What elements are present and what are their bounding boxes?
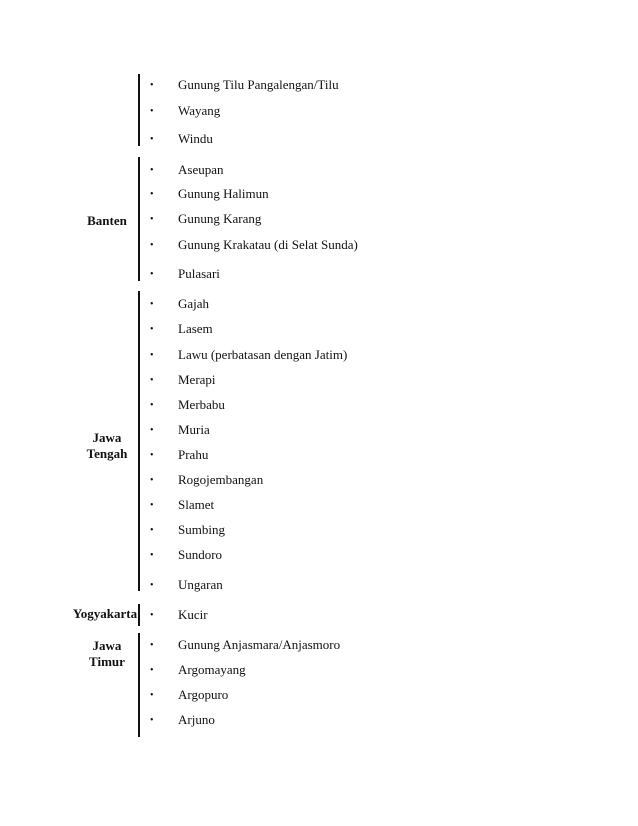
list-item-rogojembangan: • Rogojembangan (150, 472, 264, 487)
list-item-lawu: • Lawu (perbatasan dengan Jatim) (150, 347, 348, 362)
list-item-slamet: • Slamet (150, 497, 215, 512)
bullet-icon: • (150, 665, 154, 676)
bullet-icon: • (150, 400, 154, 411)
list-item-sumbing: • Sumbing (150, 522, 225, 537)
list-item-karang: • Gunung Karang (150, 211, 262, 226)
list-item-aseupan: • Aseupan (150, 162, 224, 177)
bullet-icon: • (150, 450, 154, 461)
bullet-icon: • (150, 550, 154, 561)
bullet-icon: • (150, 240, 154, 251)
bullet-icon: • (150, 580, 154, 591)
list-item-krakatau: • Gunung Krakatau (di Selat Sunda) (150, 237, 358, 252)
bullet-icon: • (150, 475, 154, 486)
bullet-icon: • (150, 299, 154, 310)
bullet-icon: • (150, 269, 154, 280)
separator-line-jabar (138, 74, 140, 146)
bullet-icon: • (150, 134, 154, 145)
list-item-lasem: • Lasem (150, 321, 213, 336)
bullet-icon: • (150, 425, 154, 436)
list-item-anjasmara: • Gunung Anjasmara/Anjasmoro (150, 637, 341, 652)
bullet-icon: • (150, 610, 154, 621)
region-label-yogyakarta: Yogyakarta (72, 606, 138, 621)
bullet-icon: • (150, 500, 154, 511)
bullet-icon: • (150, 350, 154, 361)
bullet-icon: • (150, 690, 154, 701)
bullet-icon: • (150, 106, 154, 117)
list-item-halimun: • Gunung Halimun (150, 186, 269, 201)
bullet-icon: • (150, 525, 154, 536)
list-item-merapi: • Merapi (150, 372, 216, 387)
list-item-ungaran: • Ungaran (150, 577, 223, 592)
list-item-argopuro: • Argopuro (150, 687, 229, 702)
region-label-jawa-timur: Jawa Timur (89, 638, 125, 669)
bullet-icon: • (150, 375, 154, 386)
list-item-kucir: • Kucir (150, 607, 208, 622)
list-item-merbabu: • Merbabu (150, 397, 225, 412)
bullet-icon: • (150, 640, 154, 651)
bullet-icon: • (150, 189, 154, 200)
bullet-icon: • (150, 80, 154, 91)
list-item-sundoro: • Sundoro (150, 547, 223, 562)
bullet-icon: • (150, 214, 154, 225)
list-item-windu: • Windu (150, 131, 213, 146)
region-label-banten: Banten (87, 213, 127, 228)
list-item-argomayang: • Argomayang (150, 662, 246, 677)
bullet-icon: • (150, 715, 154, 726)
list-item-prahu: • Prahu (150, 447, 209, 462)
bullet-icon: • (150, 165, 154, 176)
list-item-wayang: • Wayang (150, 103, 221, 118)
region-label-jawa-tengah: Jawa Tengah (86, 430, 128, 461)
list-item-gajah: • Gajah (150, 296, 210, 311)
list-item-muria: • Muria (150, 422, 210, 437)
list-item-arjuno: • Arjuno (150, 712, 215, 727)
bullet-icon: • (150, 324, 154, 335)
list-item-pulasari: • Pulasari (150, 266, 220, 281)
list-item-tilu: • Gunung Tilu Pangalengan/Tilu (150, 77, 339, 92)
